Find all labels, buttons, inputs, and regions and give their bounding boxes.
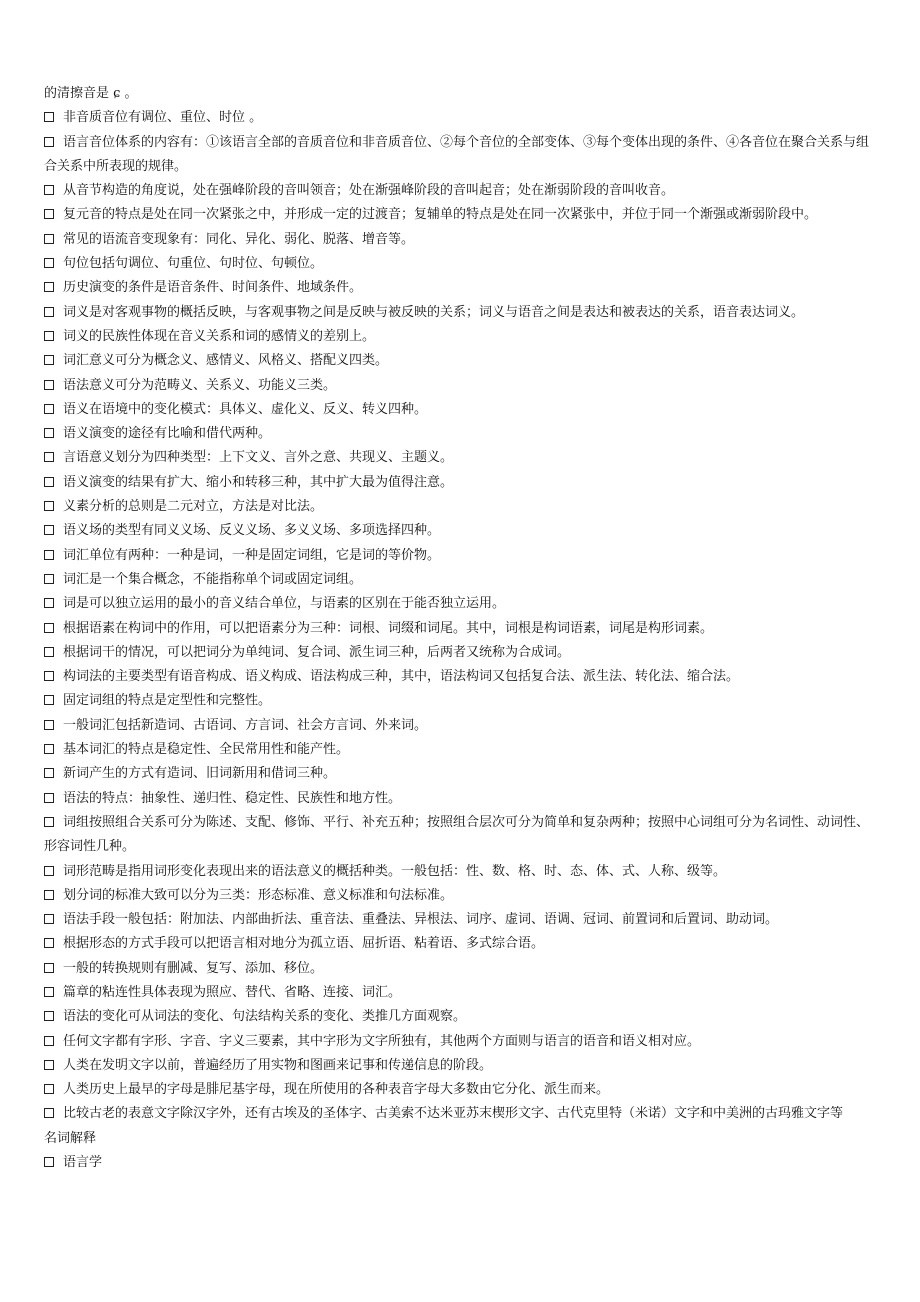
checkbox-square-icon bbox=[44, 477, 54, 487]
checkbox-square-icon bbox=[44, 1084, 54, 1094]
checkbox-square-icon bbox=[44, 1060, 54, 1070]
list-item bbox=[44, 252, 880, 276]
list-item bbox=[44, 495, 880, 519]
checkbox-square-icon bbox=[44, 1011, 54, 1021]
list-item-text: 从音节构造的角度说，处在强峰阶段的音叫领音；处在渐强峰阶段的音叫起音；处在渐弱阶段的音叫收音。 bbox=[63, 183, 675, 199]
checkbox-square-icon bbox=[44, 282, 54, 292]
list-item-text: 构词法的主要类型有语音构成、语义构成、语法构成三种，其中，语法构词又包括复合法、派生法、转化法、缩合法。 bbox=[63, 669, 740, 685]
list-item-text: 比较古老的表意文字除汉字外，还有古埃及的圣体字、古美索不达米亚苏末楔形文字、古代克里特（米诺）文字和中美洲的古玛雅文字等 bbox=[63, 1106, 844, 1122]
checkbox-square-icon bbox=[44, 768, 54, 778]
list-item bbox=[44, 568, 880, 592]
list-item-text: 语法手段一般包括：附加法、内部曲折法、重音法、重叠法、异根法、词序、虚词、语调、冠词、前置词和后置词、助动词。 bbox=[63, 912, 779, 928]
checkbox-square-icon bbox=[44, 793, 54, 803]
list-item bbox=[44, 1005, 880, 1029]
list-item-text: 基本词汇的特点是稳定性、全民常用性和能产性。 bbox=[63, 742, 350, 758]
checkbox-square-icon bbox=[44, 817, 54, 827]
list-item-text: 词义是对客观事物的概括反映，与客观事物之间是反映与被反映的关系；词义与语音之间是表达和被表达的关系，语音表达词义。 bbox=[63, 304, 805, 320]
list-item-text: 句位包括句调位、句重位、句时位、句顿位。 bbox=[63, 256, 324, 272]
list-item bbox=[44, 203, 880, 227]
list-item-text: 语义在语境中的变化模式：具体义、虚化义、反义、转义四种。 bbox=[63, 401, 428, 417]
checkbox-square-icon bbox=[44, 623, 54, 633]
list-item bbox=[44, 1030, 880, 1054]
list-item-text: 语法意义可分为范畴义、关系义、功能义三类。 bbox=[63, 377, 337, 393]
list-item bbox=[44, 422, 880, 446]
list-item bbox=[44, 908, 880, 932]
list-item bbox=[44, 811, 880, 860]
list-item bbox=[44, 689, 880, 713]
statement-list bbox=[44, 106, 880, 1126]
checkbox-square-icon bbox=[44, 720, 54, 730]
list-item-text: 语法的变化可从词法的变化、句法结构关系的变化、类推几方面观察。 bbox=[63, 1009, 467, 1025]
checkbox-square-icon bbox=[44, 671, 54, 681]
term-item bbox=[44, 1151, 880, 1175]
list-item bbox=[44, 349, 880, 373]
checkbox-square-icon bbox=[44, 647, 54, 657]
list-item-text: 人类历史上最早的字母是腓尼基字母，现在所使用的各种表音字母大多数由它分化、派生而来。 bbox=[63, 1082, 610, 1098]
checkbox-square-icon bbox=[44, 307, 54, 317]
term-item-text: 语言学 bbox=[63, 1155, 103, 1171]
checkbox-square-icon bbox=[44, 550, 54, 560]
checkbox-square-icon bbox=[44, 963, 54, 973]
list-item bbox=[44, 1078, 880, 1102]
checkbox-square-icon bbox=[44, 574, 54, 584]
checkbox-square-icon bbox=[44, 355, 54, 365]
list-item-text: 语言音位体系的内容有：①该语言全部的音质音位和非音质音位、②每个音位的全部变体、③每个变体出现的条件、④各音位在聚合关系与组合关系中所表现的规律。 bbox=[44, 134, 870, 174]
checkbox-square-icon bbox=[44, 331, 54, 341]
list-item-text: 词组按照组合关系可分为陈述、支配、修饰、平行、补充五种；按照组合层次可分为简单和复杂两种；按照中心词组可分为名词性、动词性、形容词性几种。 bbox=[44, 814, 870, 855]
list-item bbox=[44, 787, 880, 811]
list-item-text: 义素分析的总则是二元对立，方法是对比法。 bbox=[63, 499, 324, 515]
list-item bbox=[44, 1102, 880, 1126]
list-item bbox=[44, 131, 880, 180]
checkbox-square-icon bbox=[44, 112, 54, 122]
list-item-text: 词义的民族性体现在音义关系和词的感情义的差别上。 bbox=[63, 328, 376, 344]
checkbox-square-icon bbox=[44, 938, 54, 948]
list-item bbox=[44, 981, 880, 1005]
list-item bbox=[44, 544, 880, 568]
list-item bbox=[44, 228, 880, 252]
list-item-text: 一般词汇包括新造词、古语词、方言词、社会方言词、外来词。 bbox=[63, 717, 428, 733]
list-item-text: 根据语素在构词中的作用，可以把语素分为三种：词根、词缀和词尾。其中，词根是构词语素，词尾是构形词素。 bbox=[63, 620, 714, 636]
checkbox-square-icon bbox=[44, 1108, 54, 1118]
term-list bbox=[44, 1151, 880, 1175]
list-item-text: 词是可以独立运用的最小的音义结合单位，与语素的区别在于能否独立运用。 bbox=[63, 596, 506, 612]
list-item bbox=[44, 860, 880, 884]
list-item bbox=[44, 374, 880, 398]
list-item bbox=[44, 714, 880, 738]
list-item-text: 语义场的类型有同义义场、反义义场、多义义场、多项选择四种。 bbox=[63, 523, 441, 539]
list-item bbox=[44, 932, 880, 956]
list-item-text: 词汇是一个集合概念，不能指称单个词或固定词组。 bbox=[63, 571, 363, 587]
checkbox-square-icon bbox=[44, 525, 54, 535]
list-item bbox=[44, 1054, 880, 1078]
list-item bbox=[44, 665, 880, 689]
section-heading: 名词解释 bbox=[44, 1130, 97, 1146]
list-item bbox=[44, 762, 880, 786]
list-item bbox=[44, 884, 880, 908]
list-item-text: 常见的语流音变现象有：同化、异化、弱化、脱落、增音等。 bbox=[63, 231, 415, 247]
list-item-text: 语义演变的途径有比喻和借代两种。 bbox=[63, 426, 272, 442]
checkbox-square-icon bbox=[44, 695, 54, 705]
list-item bbox=[44, 301, 880, 325]
list-item bbox=[44, 446, 880, 470]
intro-line: 的清擦音是 ɕ 。 bbox=[44, 86, 138, 101]
list-item-text: 固定词组的特点是定型性和完整性。 bbox=[63, 693, 272, 709]
list-item bbox=[44, 957, 880, 981]
checkbox-square-icon bbox=[44, 890, 54, 900]
list-item-text: 历史演变的条件是语音条件、时间条件、地域条件。 bbox=[63, 280, 363, 296]
checkbox-square-icon bbox=[44, 866, 54, 876]
checkbox-square-icon bbox=[44, 598, 54, 608]
list-item-text: 新词产生的方式有造词、旧词新用和借词三种。 bbox=[63, 766, 337, 782]
list-item bbox=[44, 325, 880, 349]
list-item-text: 根据形态的方式手段可以把语言相对地分为孤立语、屈折语、粘着语、多式综合语。 bbox=[63, 936, 545, 952]
list-item-text: 划分词的标准大致可以分为三类：形态标准、意义标准和句法标准。 bbox=[63, 887, 454, 903]
checkbox-square-icon bbox=[44, 987, 54, 997]
document-page bbox=[44, 82, 880, 1175]
checkbox-square-icon bbox=[44, 914, 54, 924]
checkbox-square-icon bbox=[44, 209, 54, 219]
list-item bbox=[44, 179, 880, 203]
checkbox-square-icon bbox=[44, 428, 54, 438]
list-item bbox=[44, 106, 880, 130]
list-item bbox=[44, 276, 880, 300]
list-item bbox=[44, 471, 880, 495]
checkbox-square-icon bbox=[44, 185, 54, 195]
list-item-text: 任何文字都有字形、字音、字义三要素，其中字形为文字所独有，其他两个方面则与语言的语音和语义相对应。 bbox=[63, 1033, 701, 1049]
checkbox-square-icon bbox=[44, 234, 54, 244]
list-item bbox=[44, 519, 880, 543]
list-item-text: 篇章的粘连性具体表现为照应、替代、省略、连接、词汇。 bbox=[63, 984, 402, 1000]
checkbox-square-icon bbox=[44, 137, 54, 147]
list-item-text: 语法的特点：抽象性、递归性、稳定性、民族性和地方性。 bbox=[63, 790, 402, 806]
list-item bbox=[44, 592, 880, 616]
list-item-text: 词形范畴是指用词形变化表现出来的语法意义的概括种类。一般包括：性、数、格、时、态、体、式、人称、级等。 bbox=[63, 863, 727, 879]
checkbox-square-icon bbox=[44, 744, 54, 754]
list-item-text: 语义演变的结果有扩大、缩小和转移三种，其中扩大最为值得注意。 bbox=[63, 474, 454, 490]
list-item-text: 人类在发明文字以前，普遍经历了用实物和图画来记事和传递信息的阶段。 bbox=[63, 1057, 493, 1073]
list-item-text: 词汇单位有两种：一种是词，一种是固定词组，它是词的等价物。 bbox=[63, 547, 441, 563]
checkbox-square-icon bbox=[44, 380, 54, 390]
checkbox-square-icon bbox=[44, 258, 54, 268]
list-item-text: 根据词干的情况，可以把词分为单纯词、复合词、派生词三种，后两者又统称为合成词。 bbox=[63, 644, 571, 660]
list-item-text: 言语意义划分为四种类型：上下文义、言外之意、共现义、主题义。 bbox=[63, 450, 454, 466]
checkbox-square-icon bbox=[44, 1157, 54, 1167]
list-item-text: 复元音的特点是处在同一次紧张之中，并形成一定的过渡音；复辅单的特点是处在同一次紧张中，并位于同一个渐强或渐弱阶段中。 bbox=[63, 207, 818, 223]
list-item-text: 非音质音位有调位、重位、时位 。 bbox=[63, 110, 263, 126]
checkbox-square-icon bbox=[44, 404, 54, 414]
list-item bbox=[44, 398, 880, 422]
list-item bbox=[44, 641, 880, 665]
list-item-text: 词汇意义可分为概念义、感情义、风格义、搭配义四类。 bbox=[63, 353, 389, 369]
list-item-text: 一般的转换规则有删减、复写、添加、移位。 bbox=[63, 960, 324, 976]
checkbox-square-icon bbox=[44, 1036, 54, 1046]
checkbox-square-icon bbox=[44, 452, 54, 462]
list-item bbox=[44, 617, 880, 641]
checkbox-square-icon bbox=[44, 501, 54, 511]
list-item bbox=[44, 738, 880, 762]
